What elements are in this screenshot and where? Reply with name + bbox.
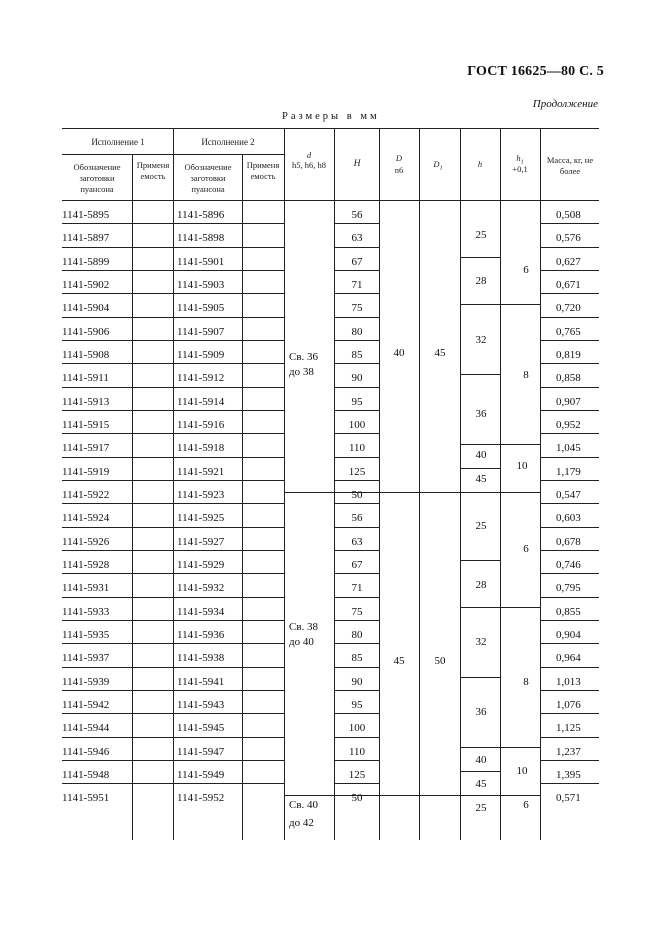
designation-2: 1141-5938 — [177, 652, 225, 664]
d-range-3-to: до 42 — [289, 817, 314, 829]
height-H: 67 — [351, 559, 363, 571]
header-d: d — [306, 150, 312, 160]
designation-1: 1141-5931 — [62, 582, 110, 594]
header-H: H — [353, 159, 361, 169]
mass-value: 0,720 — [556, 302, 581, 314]
designation-1: 1141-5924 — [62, 512, 110, 524]
height-H: 110 — [348, 442, 366, 454]
height-H: 90 — [351, 676, 363, 688]
mass-value: 0,671 — [556, 279, 581, 291]
designation-2: 1141-5934 — [177, 606, 225, 618]
mass-value: 0,964 — [556, 652, 581, 664]
mass-value: 0,907 — [556, 396, 581, 408]
height-H: 75 — [351, 606, 363, 618]
page-header: ГОСТ 16625—80 С. 5 — [467, 64, 604, 79]
h-36-b: 36 — [475, 706, 487, 718]
header-D: D — [395, 153, 403, 163]
header-primenyaemost-1: Применяемость — [136, 160, 170, 181]
header-d-tolerance: h5, h6, h8 — [292, 160, 326, 170]
mass-value: 0,678 — [556, 536, 581, 548]
designation-1: 1141-5913 — [62, 396, 110, 408]
header-h1-tolerance: +0,1 — [512, 164, 528, 174]
header-h: h — [477, 159, 483, 169]
mass-value: 1,045 — [556, 442, 581, 454]
header-D1-letter: D — [433, 159, 440, 169]
mass-value: 1,125 — [556, 722, 581, 734]
designation-1: 1141-5926 — [62, 536, 110, 548]
height-H: 63 — [351, 536, 363, 548]
designation-2: 1141-5927 — [177, 536, 225, 548]
designation-1: 1141-5939 — [62, 676, 110, 688]
designation-2: 1141-5923 — [177, 489, 225, 501]
height-H: 80 — [351, 629, 363, 641]
height-H: 71 — [351, 279, 363, 291]
h-36-a: 36 — [475, 408, 487, 420]
header-oboznachenie-1: Обозначение заготовки пуансона — [73, 162, 121, 194]
D1-group-1: 45 — [434, 347, 446, 359]
height-H: 100 — [348, 722, 366, 734]
h-45-a: 45 — [475, 473, 487, 485]
height-H: 125 — [348, 769, 366, 781]
D-group-2: 45 — [393, 655, 405, 667]
mass-value: 0,819 — [556, 349, 581, 361]
designation-2: 1141-5936 — [177, 629, 225, 641]
mass-value: 0,765 — [556, 326, 581, 338]
d-range-1-from: Св. 36 — [289, 351, 319, 363]
designation-2: 1141-5896 — [177, 209, 225, 221]
h-25-c: 25 — [475, 802, 487, 814]
table-caption: Размеры в мм — [282, 111, 380, 122]
designation-1: 1141-5928 — [62, 559, 110, 571]
height-H: 67 — [351, 256, 363, 268]
D1-group-2: 50 — [434, 655, 446, 667]
mass-value: 0,603 — [556, 512, 581, 524]
h-28-a: 28 — [475, 275, 487, 287]
header-mass: Масса, кг, не более — [546, 155, 594, 176]
designation-1: 1141-5904 — [62, 302, 110, 314]
continuation-label: Продолжение — [532, 98, 598, 110]
designation-1: 1141-5899 — [62, 256, 110, 268]
header-h1-letter: h — [516, 153, 521, 163]
mass-value: 0,576 — [556, 232, 581, 244]
mass-value: 0,571 — [556, 792, 581, 804]
header-ispolnenie-2: Исполнение 2 — [201, 137, 255, 147]
designation-1: 1141-5906 — [62, 326, 110, 338]
height-H: 95 — [351, 396, 363, 408]
designation-2: 1141-5903 — [177, 279, 225, 291]
mass-value: 0,904 — [556, 629, 581, 641]
height-H: 56 — [351, 512, 363, 524]
designation-2: 1141-5912 — [177, 372, 225, 384]
designation-2: 1141-5905 — [177, 302, 225, 314]
mass-value: 1,395 — [556, 769, 581, 781]
designation-1: 1141-5942 — [62, 699, 110, 711]
height-H: 75 — [351, 302, 363, 314]
header-oboznachenie-2: Обозначение заготовки пуансона — [184, 162, 232, 194]
h1-10-b: 10 — [516, 765, 528, 777]
mass-value: 1,237 — [556, 746, 581, 758]
designation-2: 1141-5949 — [177, 769, 225, 781]
designation-2: 1141-5914 — [177, 396, 225, 408]
designation-2: 1141-5945 — [177, 722, 225, 734]
D-group-1: 40 — [393, 347, 405, 359]
h-45-b: 45 — [475, 778, 487, 790]
designation-2: 1141-5909 — [177, 349, 225, 361]
designation-1: 1141-5922 — [62, 489, 110, 501]
h-25-a: 25 — [475, 229, 487, 241]
height-H: 50 — [351, 792, 363, 804]
designation-1: 1141-5902 — [62, 279, 110, 291]
designation-1: 1141-5895 — [62, 209, 110, 221]
mass-value: 0,746 — [556, 559, 581, 571]
mass-value: 0,547 — [556, 489, 581, 501]
header-h1-sub: 1 — [520, 159, 524, 166]
designation-2: 1141-5952 — [177, 792, 225, 804]
h-40-a: 40 — [475, 449, 487, 461]
designation-1: 1141-5935 — [62, 629, 110, 641]
header-D1-sub: 1 — [439, 165, 443, 172]
h1-6-b: 6 — [523, 543, 529, 555]
height-H: 56 — [351, 209, 363, 221]
height-H: 80 — [351, 326, 363, 338]
designation-1: 1141-5951 — [62, 792, 110, 804]
designation-1: 1141-5944 — [62, 722, 110, 734]
d-range-2-to: до 40 — [289, 636, 314, 648]
height-H: 85 — [351, 652, 363, 664]
designation-1: 1141-5933 — [62, 606, 110, 618]
d-range-3-from: Св. 40 — [289, 799, 319, 811]
h-32-b: 32 — [475, 636, 487, 648]
height-H: 125 — [348, 466, 366, 478]
h1-6-c: 6 — [523, 799, 529, 811]
designation-2: 1141-5932 — [177, 582, 225, 594]
designation-2: 1141-5943 — [177, 699, 225, 711]
h-25-b: 25 — [475, 520, 487, 532]
d-range-1-to: до 38 — [289, 366, 314, 378]
h1-8-a: 8 — [523, 369, 529, 381]
h-40-b: 40 — [475, 754, 487, 766]
header-ispolnenie-1: Исполнение 1 — [91, 137, 145, 147]
h1-10-a: 10 — [516, 460, 528, 472]
mass-value: 0,952 — [556, 419, 581, 431]
designation-1: 1141-5937 — [62, 652, 110, 664]
designation-1: 1141-5911 — [62, 372, 109, 384]
mass-value: 1,179 — [556, 466, 581, 478]
header-D-tolerance: n6 — [394, 165, 404, 175]
mass-value: 1,013 — [556, 676, 581, 688]
header-D1 — [433, 159, 442, 175]
header-primenyaemost-2: Применяемость — [246, 160, 280, 181]
height-H: 85 — [351, 349, 363, 361]
height-H: 90 — [351, 372, 363, 384]
height-H: 71 — [351, 582, 363, 594]
h-32-a: 32 — [475, 334, 487, 346]
height-H: 63 — [351, 232, 363, 244]
designation-1: 1141-5915 — [62, 419, 110, 431]
d-range-2-from: Св. 38 — [289, 621, 319, 633]
height-H: 100 — [348, 419, 366, 431]
designation-1: 1141-5917 — [62, 442, 110, 454]
designation-1: 1141-5919 — [62, 466, 110, 478]
height-H: 110 — [348, 746, 366, 758]
h-28-b: 28 — [475, 579, 487, 591]
mass-value: 0,855 — [556, 606, 581, 618]
mass-value: 1,076 — [556, 699, 581, 711]
designation-2: 1141-5921 — [177, 466, 225, 478]
height-H: 50 — [351, 489, 363, 501]
mass-value: 0,627 — [556, 256, 581, 268]
designation-2: 1141-5898 — [177, 232, 225, 244]
designation-2: 1141-5916 — [177, 419, 225, 431]
h1-6-a: 6 — [523, 264, 529, 276]
designation-2: 1141-5947 — [177, 746, 225, 758]
designation-2: 1141-5901 — [177, 256, 225, 268]
designation-1: 1141-5946 — [62, 746, 110, 758]
height-H: 95 — [351, 699, 363, 711]
mass-value: 0,795 — [556, 582, 581, 594]
mass-value: 0,508 — [556, 209, 581, 221]
mass-value: 0,858 — [556, 372, 581, 384]
designation-2: 1141-5918 — [177, 442, 225, 454]
designation-1: 1141-5897 — [62, 232, 110, 244]
designation-1: 1141-5908 — [62, 349, 110, 361]
designation-2: 1141-5941 — [177, 676, 225, 688]
designation-2: 1141-5907 — [177, 326, 225, 338]
h1-8-b: 8 — [523, 676, 529, 688]
designation-2: 1141-5925 — [177, 512, 225, 524]
designation-2: 1141-5929 — [177, 559, 225, 571]
designation-1: 1141-5948 — [62, 769, 110, 781]
